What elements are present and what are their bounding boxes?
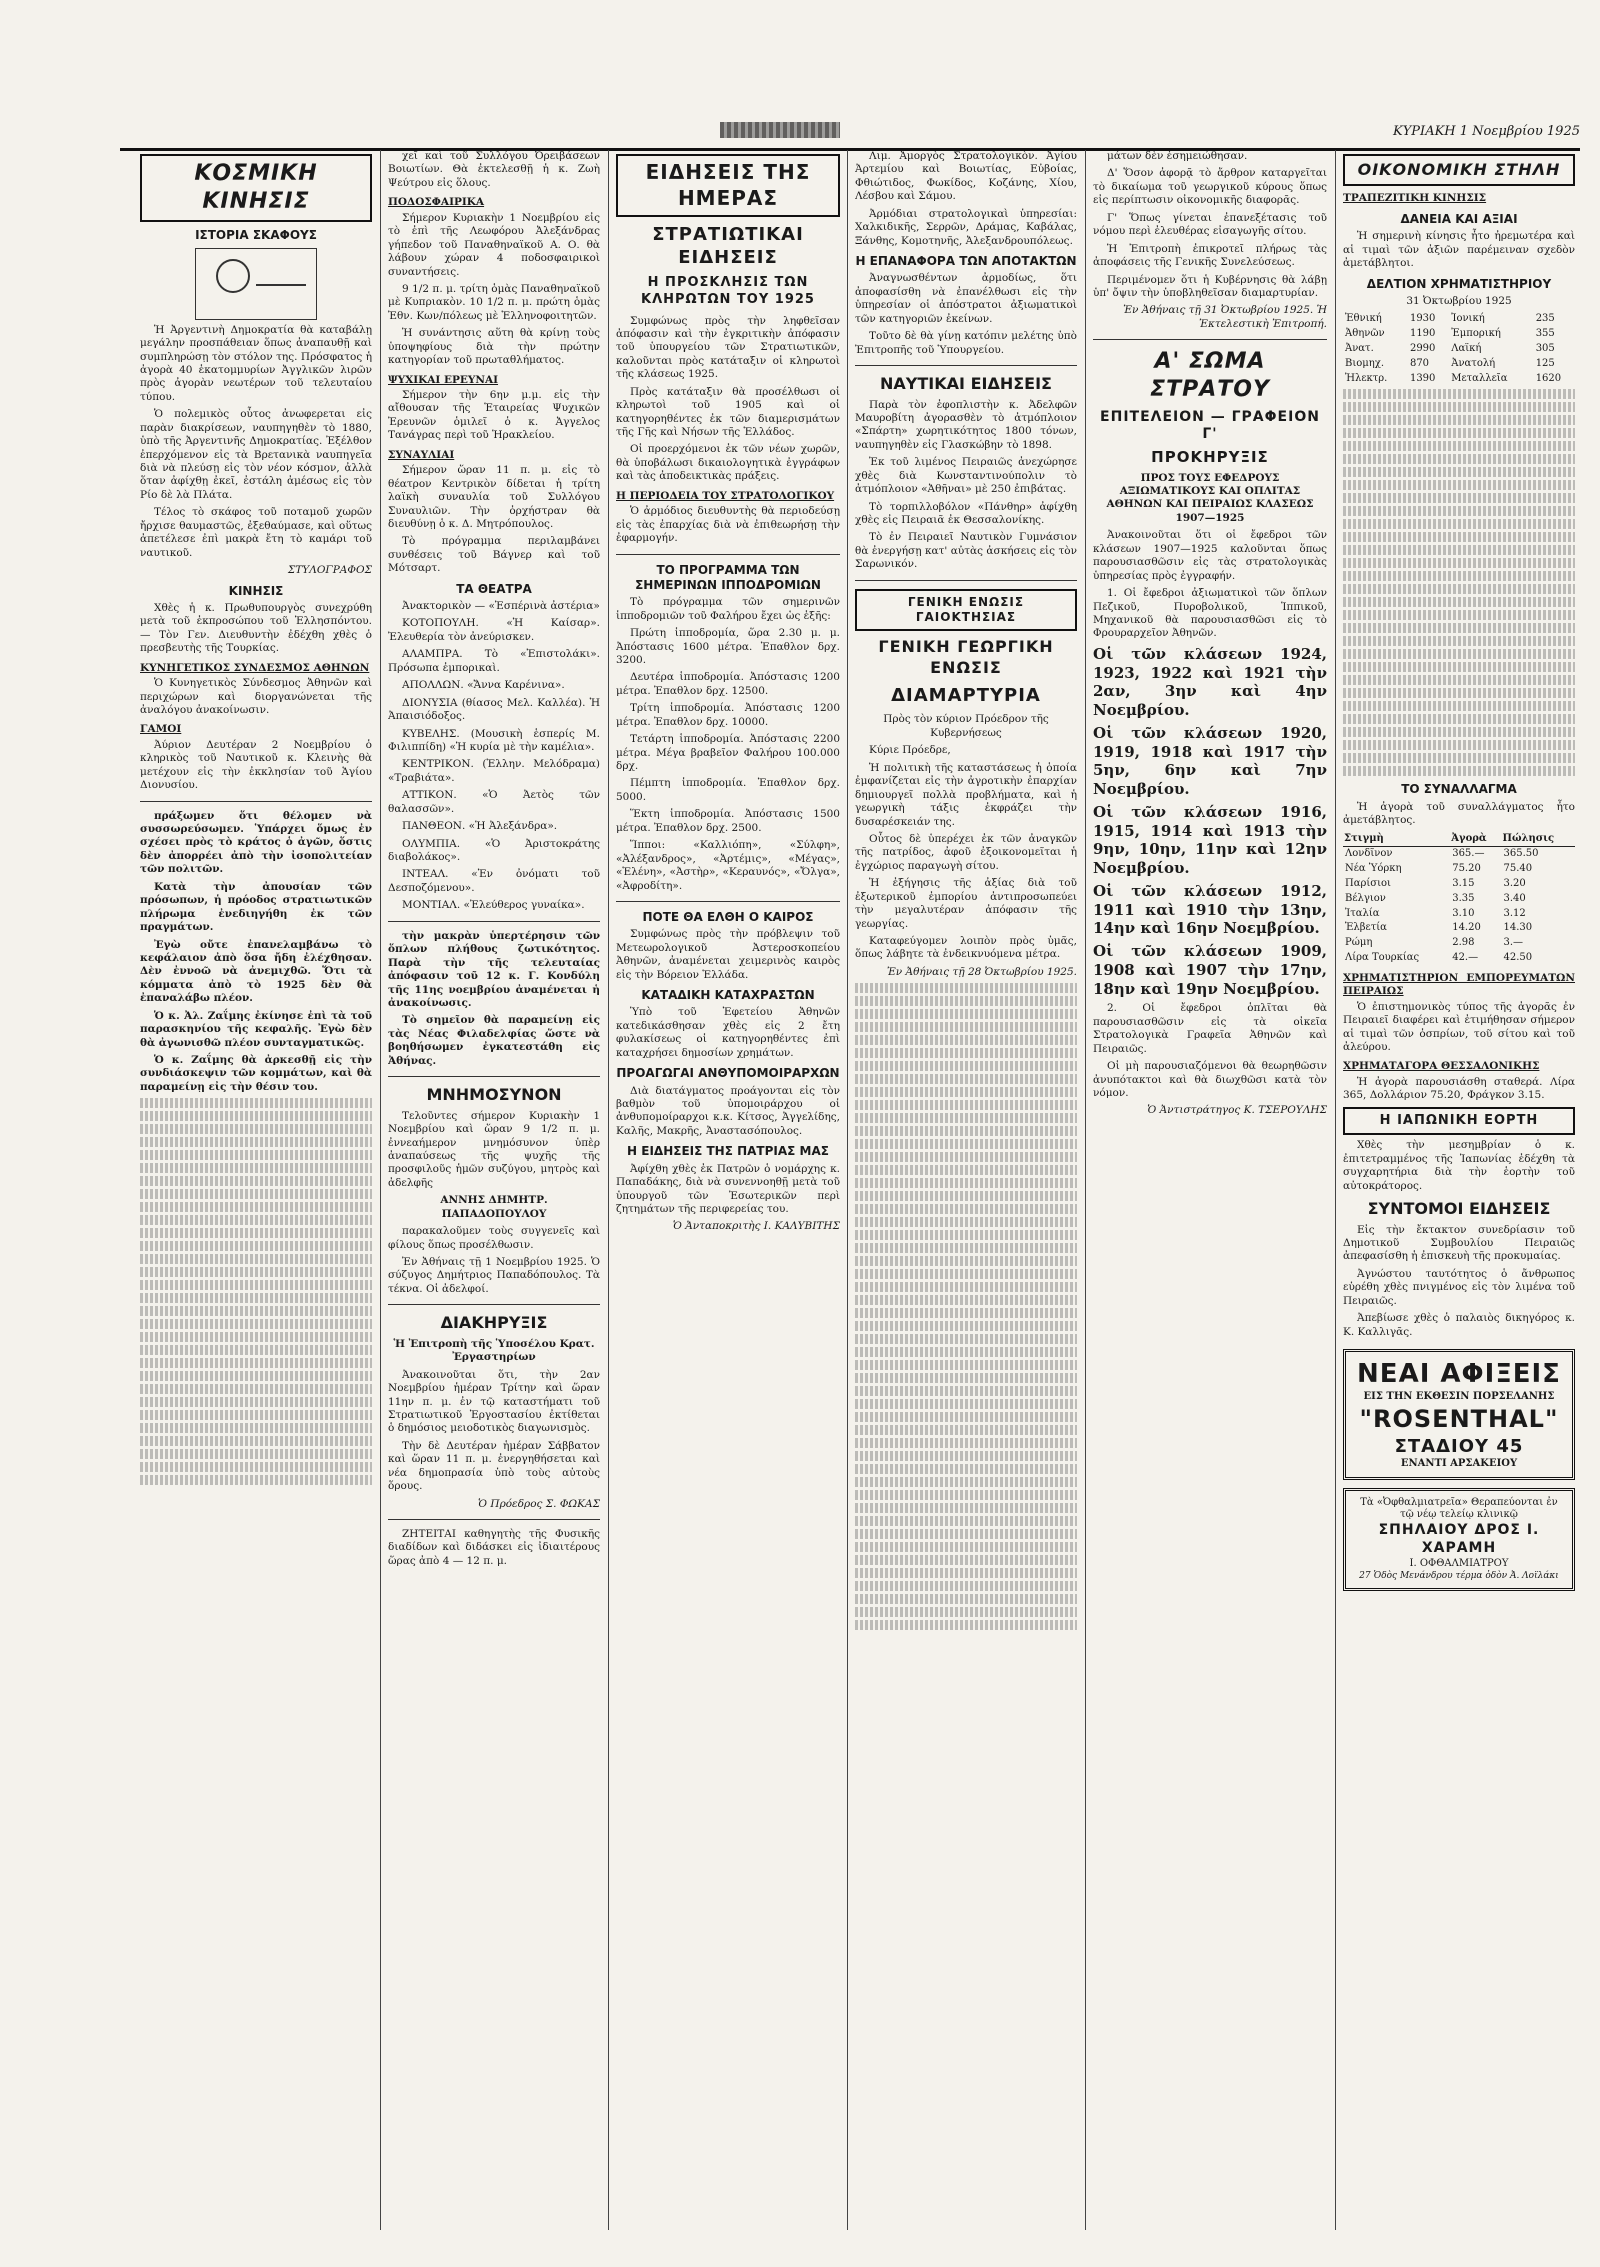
article-paragraph: Σήμερον ὥραν 11 π. μ. εἰς τὸ θέατρον Κεντρικὸν δίδεται ἡ τρίτη λαϊκὴ συναυλία τοῦ Συλλόγου Συναυλιῶν. Τὴν ὀρχήστραν θὰ διευθύνῃ ὁ κ. Δ. Μητρόπουλος. (388, 464, 600, 530)
table-cell: Ἐθνική (1345, 313, 1382, 325)
article-paragraph: Ἀπεβίωσε χθὲς ὁ παλαιὸς δικηγόρος κ. Κ. Καλλιγᾶς. (1343, 1312, 1575, 1338)
table-date: 31 Ὀκτωβρίου 1925 (1406, 294, 1512, 307)
table-cell: 3.40 (1503, 892, 1526, 904)
ad-line: ΣΠΗΛΑΙΟΥ ΔΡΟΣ Ι. ΧΑΡΑΜΗ (1378, 1522, 1540, 1557)
article-paragraph: Ὁ κ. Ἀλ. Ζαΐμης ἐκίνησε ἐπὶ τὰ τοῦ παρασκηνίου τῆς κεφαλῆς. Ἐγὼ δὲν θὰ ἀγωνισθῶ πλέον συνταγματικῶς. (140, 1009, 372, 1049)
article-paragraph: Πρὸς κατάταξιν θὰ προσέλθωσι οἱ κληρωτοὶ τοῦ 1905 καὶ οἱ κατηγορηθέντες ἐκ τῶν διαμερισμάτων τῆς Γῆς καὶ Νήσων τῆς Ἑλλάδος. (616, 385, 840, 438)
article-paragraph: Τὸ σημεῖον θὰ παραμείνῃ εἰς τὰς Νέας Φιλαδελφίας ὥστε νὰ βοηθήσωμεν ἐγκατεστάθη εἰς Ἀθήνας. (388, 1014, 600, 1067)
rosenthal-ad (1343, 1349, 1575, 1480)
table-cell: 2.98 (1452, 937, 1475, 949)
divider (388, 1304, 600, 1305)
article-paragraph: Ἐν Ἀθήναις τῇ 1 Νοεμβρίου 1925. Ὁ σύζυγος Δημήτριος Παπαδόπουλος. Τὰ τέκνα. Οἱ ἀδελφοί. (388, 1256, 600, 1295)
table-cell: Ἐμπορική (1451, 328, 1501, 340)
subheading: Ἡ Ἐπιτροπὴ τῆς Ὑποσέλου Κρατ. Ἐργαστηρίων (393, 1337, 595, 1364)
article-paragraph: χεῖ καὶ τοῦ Συλλόγου Ὀρειβάσεων Βοιωτίων. Θὰ ἐκτελεσθῇ ἡ κ. Ζωὴ Ψεύτρου εἰς ὅλους. (388, 150, 600, 189)
article-paragraph: 2. Οἱ ἔφεδροι ὁπλῖται θὰ παρουσιασθῶσιν εἰς τὰ οἰκεῖα Στρατολογικὰ Γραφεῖα Ἀθηνῶν καὶ Πειραιῶς. (1093, 1002, 1327, 1055)
table-cell: 1620 (1535, 372, 1562, 384)
headline: ΣΤΡΑΤΙΩΤΙΚΑΙ ΕΙΔΗΣΕΙΣ (652, 224, 804, 269)
illegible-text (140, 1098, 372, 1485)
column-rule (847, 150, 848, 2230)
headline: ΚΙΝΗΣΙΣ (228, 583, 284, 598)
exchange-table (1343, 312, 1575, 386)
ad-subtitle: ΕΙΣ ΤΗΝ ΕΚΘΕΣΙΝ ΠΟΡΣΕΛΑΝΗΣ (1363, 1391, 1555, 1403)
article-paragraph: πράξωμεν ὅτι θέλομεν νὰ συσσωρεύσωμεν. Ὑπάρχει ὅμως ἐν σχέσει πρὸς τὸ κράτος ὁ ἀγῶν, ὅστις δὲν ἀπορρέει ἀπὸ τὴν ἰσοπολιτείαν τῶν πολιτῶν. (140, 809, 372, 876)
article-paragraph: Ἀρμόδιαι στρατολογικαὶ ὑπηρεσίαι: Χαλκιδικῆς, Σερρῶν, Δράμας, Καβάλας, Ξάνθης, Κομοτηνῆς, Ἀλεξανδρουπόλεως. (855, 207, 1077, 247)
article-paragraph: 9 1/2 π. μ. τρίτη ὁμὰς Παναθηναϊκοῦ μὲ Κυπριακὸν. 10 1/2 π. μ. πρώτη ὁμὰς Ἐθν. Κων/πόλεως μὲ Ἑλληνοφοιτητῶν. (388, 282, 600, 322)
divider (855, 580, 1077, 581)
article-paragraph: τὴν μακρὰν ὑπερτέρησιν τῶν ὅπλων πλήθους ζωτικότητος. Παρὰ τὴν τῆς τελευταίας ἀπόφασιν τοῦ 12 κ. Γ. Κονδύλη τῆς 11ης νοεμβρίου ἀναμένεται ἡ ἀνακοίνωσις. (388, 929, 600, 1009)
headline: Α' ΣΩΜΑ ΣΤΡΑΤΟΥ (1150, 349, 1270, 403)
headline: Η ΕΙΔΗΣΕΙΣ ΤΗΣ ΠΑΤΡΙΑΣ ΜΑΣ (627, 1144, 829, 1159)
table-cell: 3.10 (1452, 907, 1475, 919)
divider (140, 801, 372, 802)
clinic-ad (1343, 1488, 1575, 1592)
table-cell: Βιομηχ. (1345, 357, 1385, 369)
class-schedule: Οἱ τῶν κλάσεων 1920, 1919, 1918 καὶ 1917 τὴν 5ην, 6ην καὶ 7ην Νοεμβρίου. (1093, 723, 1327, 799)
article-paragraph: Ἐκ τοῦ λιμένος Πειραιῶς ἀνεχώρησε χθὲς διὰ Κωνσταντινούπολιν τὸ ἀτμόπλοιον «Ἀθῆναι» μὲ 250 ἐπιβάτας. (855, 456, 1077, 496)
article-paragraph: Ἀγνώστου ταυτότητος ὁ ἄνθρωπος εὑρέθη χθὲς πνιγμένος εἰς τὸν λιμένα τοῦ Πειραιῶς. (1343, 1267, 1575, 1307)
table-row (1343, 847, 1575, 862)
table-row (1343, 877, 1575, 892)
column-rule (1085, 150, 1086, 2230)
table-row (1343, 936, 1575, 951)
article-paragraph: Ἐγὼ οὔτε ἐπανελαμβάνω τὸ κεφάλαιον ἀπὸ ὅσα ἤδη ἐλέχθησαν. Δὲν ἐννοῶ νὰ ἀνεμιχθῶ. Ὅτι τὰ κόμματα ἀπὸ τὸ 1925 δὲν θὰ ἐπαναλάβω πλέον. (140, 938, 372, 1005)
column-5 (1093, 150, 1327, 2230)
article-paragraph: Τὸ πρόγραμμα περιλαμβάνει συνθέσεις τοῦ Βάγνερ καὶ τοῦ Μότσαρτ. (388, 535, 600, 575)
article-paragraph: 1. Οἱ ἔφεδροι ἀξιωματικοὶ τῶν ὅπλων Πεζικοῦ, Πυροβολικοῦ, Ἱππικοῦ, Μηχανικοῦ θὰ παρουσιασθῶσι εἰς τὸ Φρουραρχεῖον Ἀθηνῶν. (1093, 587, 1327, 640)
headline: ΕΠΙΤΕΛΕΙΟΝ — ΓΡΑΦΕΙΟΝ Γ' (1100, 408, 1320, 443)
article-paragraph: Ἀφίχθη χθὲς ἐκ Πατρῶν ὁ νομάρχης κ. Παπαδάκης, διὰ νὰ συνεννοηθῇ μετὰ τοῦ ὑπουργοῦ τῶν Ἐσωτερικῶν περὶ ζητημάτων τῆς περιφερείας του. (616, 1162, 840, 1215)
column-header: Ἀγορὰ (1450, 832, 1501, 847)
byline: Ὁ Πρόεδρος Σ. ΦΩΚΑΣ (478, 1497, 600, 1510)
byline: Ἐν Ἀθήναις τῇ 31 Ὀκτωβρίου 1925. Ἡ Ἐκτελεστικὴ Ἐπιτροπή. (1123, 304, 1327, 330)
column-rule (380, 150, 381, 2230)
class-schedule: Οἱ τῶν κλάσεων 1916, 1915, 1914 καὶ 1913 τὴν 9ην, 10ην, 11ην καὶ 12ην Νοεμβρίου. (1093, 802, 1327, 878)
article-paragraph: Συμφώνως πρὸς τὴν πρόβλεψιν τοῦ Μετεωρολογικοῦ Ἀστεροσκοπείου Ἀθηνῶν, ἀναμένεται χειμερινὸς καιρὸς εἰς τὴν Βόρειον Ἑλλάδα. (616, 928, 840, 981)
article-paragraph: Συμφώνως πρὸς τὴν ληφθεῖσαν ἀπόφασιν καὶ τὴν ἐγκριτικὴν ἀπόφασιν τοῦ ὑπουργείου τῶν Στρατιωτικῶν, καλοῦνται πρὸς κατάταξιν οἱ κληρωτοὶ τῆς κλάσεως 1925. (616, 314, 840, 381)
classified-ad: ΖΗΤΕΙΤΑΙ καθηγητὴς τῆς Φυσικῆς διαδίδων καὶ διδάσκει εἰς ἰδιαιτέρους ὥρας ἀπὸ 4 — 12 π. μ. (388, 1528, 600, 1567)
article-paragraph: Τελοῦντες σήμερον Κυριακὴν 1 Νοεμβρίου καὶ ὥραν 9 1/2 π. μ. ἐννεαήμερον μνημόσυνον ὑπὲρ ἀναπαύσεως τῆς ψυχῆς τῆς προσφιλοῦς ἡμῶν συζύγου, μητρὸς καὶ ἀδελφῆς (388, 1109, 600, 1189)
table-cell: 14.20 (1452, 922, 1481, 934)
article-paragraph: Ἵπποι: «Καλλιόπη», «Σύλφη», «Ἀλέξανδρος», «Ἀρτέμις», «Μέγας», «Ἑλένη», «Ἀστὴρ», «Κεραυνός», «Ὄλγα», «Ἀφροδίτη». (616, 839, 840, 892)
article-paragraph: Ἡ ἀγορὰ παρουσιάσθη σταθερά. Λίρα 365, Δολλάριον 75.20, Φράγκον 3.15. (1343, 1075, 1575, 1102)
article-paragraph: Ὑπὸ τοῦ Ἐφετείου Ἀθηνῶν κατεδικάσθησαν χθὲς εἰς 2 ἔτη φυλακίσεως οἱ κατηγορηθέντες ἐπὶ καταχρήσει δημοσίων χρημάτων. (616, 1006, 840, 1059)
column-1 (140, 150, 372, 2230)
column-6 (1343, 150, 1575, 2230)
article-paragraph: Ἡ ἀγορὰ τοῦ συναλλάγματος ἦτο ἀμετάβλητος. (1343, 800, 1575, 827)
ad-brand: "ROSENTHAL" (1359, 1405, 1559, 1434)
headline: ΔΙΑΚΗΡΥΞΙΣ (440, 1313, 548, 1333)
headline: ΠΡΟΑΓΩΓΑΙ ΑΝΘΥΠΟΜΟΙΡΑΡΧΩΝ (616, 1066, 840, 1081)
column-4 (855, 150, 1077, 2230)
article-paragraph: Ὁ ἐπιστημονικὸς τύπος τῆς ἀγορᾶς ἐν Πειραιεῖ διαφέρει καὶ ἐτιμήθησαν σήμερον αἱ τιμαὶ τῶν ὀσπρίων, τοῦ σίτου καὶ τοῦ ἀλεύρου. (1343, 1000, 1575, 1053)
table-row (1343, 862, 1575, 877)
table-cell: 3.20 (1503, 877, 1526, 889)
article-paragraph: Ἀύριον Δευτέραν 2 Νοεμβρίου ὁ κληρικὸς τοῦ Ναυτικοῦ κ. Κλεινὴς θὰ μετέχουν εἰς τὴν ἐκκλησίαν τοῦ Ἁγίου Διονυσίου. (140, 738, 372, 792)
headline: ΔΑΝΕΙΑ ΚΑΙ ΑΞΙΑΙ (1400, 211, 1518, 226)
table-cell: 2990 (1409, 342, 1436, 354)
byline: Ἐν Ἀθήναις τῇ 28 Ὀκτωβρίου 1925. (886, 965, 1077, 978)
subheading: ΚΥΝΗΓΕΤΙΚΟΣ ΣΥΝΔΕΣΜΟΣ ΑΘΗΝΩΝ (140, 661, 370, 674)
divider (616, 554, 840, 555)
table-cell: 305 (1535, 342, 1555, 354)
divider (616, 901, 840, 902)
theatre-listing: ΠΑΝΘΕΟΝ. «Ἡ Ἀλεξάνδρα». (402, 820, 558, 833)
woman-illustration (195, 248, 317, 320)
table-cell: 1190 (1409, 328, 1436, 340)
ad-line: 27 Ὁδὸς Μενάνδρου τέρμα ὀδὸν Ἀ. Λοϊλάκι (1359, 1570, 1559, 1581)
subheading: ΧΡΗΜΑΤΑΓΟΡΑ ΘΕΣΣΑΛΟΝΙΚΗΣ (1343, 1060, 1540, 1073)
headline: Η ΕΠΑΝΑΦΟΡΑ ΤΩΝ ΑΠΟΤΑΚΤΩΝ (855, 254, 1077, 269)
divider (388, 1519, 600, 1520)
table-cell: 3.15 (1452, 877, 1475, 889)
table-row (1343, 907, 1575, 922)
article-paragraph: μάτων δὲν ἐσημειώθησαν. (1107, 150, 1248, 162)
article-paragraph: Παρὰ τὸν ἐφοπλιστὴν κ. Ἀδελφῶν Μαυροβίτη ἀγορασθὲν τὸ ἀτμόπλοιον «Σπάρτη» χωρητικότητος 1800 τόνων, ναυπηγηθὲν εἰς Γλασκώβην τὸ 1898. (855, 398, 1077, 451)
table-row (1343, 951, 1575, 966)
table-cell: 870 (1409, 357, 1430, 369)
theatre-listing: ΑΠΟΛΛΩΝ. «Ἄννα Καρένινα». (402, 679, 565, 692)
race-entry: Δευτέρα ἱπποδρομία. Ἀπόστασις 1200 μέτρα. Ἐπαθλον δρχ. 12500. (616, 671, 840, 697)
table-cell: 42.— (1452, 951, 1479, 963)
article-paragraph: Ὁ Κυνηγετικὸς Σύνδεσμος Ἀθηνῶν καὶ περιχώρων καὶ διοργανώνεται τῆς ἀναλόγου ἀνακοίνωσιν. (140, 677, 372, 716)
article-paragraph: Κατὰ τὴν ἀπουσίαν τῶν πρόσωπων, ἡ πρόοδος στρατιωτικῶν πλήρωμα ἐνεδιηγήθη ἐκ τῶν πραγμάτων. (140, 880, 372, 934)
article-paragraph: Τὸ ἐν Πειραιεῖ Ναυτικὸν Γυμνάσιον θὰ ἐνεργήσῃ κατ' αὐτὰς ἀσκήσεις εἰς τὸν Σαρωνικόν. (855, 531, 1077, 571)
article-paragraph: Διὰ διατάγματος προάγονται εἰς τὸν βαθμὸν τοῦ ὑπομοιράρχου οἱ ἀνθυπομοίραρχοι κ.κ. Κίτσος, Ἀγγελίδης, Καλῆς, Μακρῆς, Ἀναστασόπουλος. (616, 1084, 840, 1137)
table-cell: 3.12 (1503, 907, 1526, 919)
table-cell: 355 (1535, 328, 1555, 340)
headline: ΜΝΗΜΟΣΥΝΟΝ (426, 1085, 562, 1105)
article-paragraph: Οἱ προερχόμενοι ἐκ τῶν νέων χωρῶν, θὰ ὑποβάλωσι δικαιολογητικὰ ἐγγράφων καὶ τὰς ἀποδεικτικὰς πράξεις. (616, 443, 840, 483)
headline: ΤΟ ΣΥΝΑΛΛΑΓΜΑ (1401, 782, 1517, 797)
subheading: ΣΥΝΑΥΛΙΑΙ (388, 448, 455, 461)
table-cell: Ρώμη (1345, 937, 1373, 949)
theatre-listing: Ἀνακτορικὸν — «Ἐσπέρινὰ ἀστέρια» (402, 600, 600, 613)
table-cell: 75.40 (1503, 863, 1533, 875)
theatre-listing: ΔΙΟΝΥΣΙΑ (θίασος Μελ. Καλλέα). Ἡ Ἀπαισιόδοξος. (388, 696, 600, 723)
article-paragraph: Κύριε Πρόεδρε, (869, 744, 951, 757)
article-paragraph: Χθὲς ἡ κ. Πρωθυπουργὸς συνεχρύθη μετὰ τοῦ ἐκπροσώπου τοῦ Ἑλλησπόντου. — Τὸν Γεν. Διευθυντὴν ἐδέχθη χθὲς ὁ πρεσβευτὴς τῆς Τουρκίας. (140, 601, 372, 655)
table-cell: 3.— (1503, 937, 1524, 949)
article-paragraph: Ἡ σημερινὴ κίνησις ἦτο ἠρεμωτέρα καὶ αἱ τιμαὶ τῶν ἀξιῶν παρέμειναν σχεδὸν ἀμετάβλητοι. (1343, 230, 1575, 270)
headline: ΝΑΥΤΙΚΑΙ ΕΙΔΗΣΕΙΣ (880, 374, 1052, 394)
table-cell: Ἀνατ. (1345, 342, 1374, 354)
theatre-listing: ΑΛΑΜΠΡΑ. Τὸ «Ἐπιστολάκι». Πρόσωπα ἐμπορικαὶ. (388, 648, 600, 674)
table-cell: Λαϊκή (1451, 342, 1482, 354)
headline: ΤΑ ΘΕΑΤΡΑ (456, 581, 532, 596)
article-paragraph: παρακαλοῦμεν τοὺς συγγενεῖς καὶ φίλους ὅπως προσέλθωσιν. (388, 1225, 600, 1251)
ad-line: Τὰ «Ὀφθαλμιατρεῖα» Θεραπεύονται ἐν τῷ νέῳ τελείῳ κλινικῷ (1360, 1496, 1558, 1521)
article-paragraph: Ἡ συνάντησις αὕτη θὰ κρίνῃ τοὺς ὑποψηφίους διὰ τὴν πρώτην κατηγορίαν τοῦ πρωταθλήματος. (388, 327, 600, 367)
table-cell: Ἀθηνῶν (1345, 328, 1385, 340)
subheading: ΤΡΑΠΕΖΙΤΙΚΗ ΚΙΝΗΣΙΣ (1343, 192, 1487, 205)
headline: ΓΕΝΙΚΗ ΓΕΩΡΓΙΚΗ ΕΝΩΣΙΣ (878, 637, 1054, 677)
article-paragraph: Ἡ πολιτικὴ τῆς καταστάσεως ἡ ὁποία ἐμφανίζεται εἰς τὴν ἀγροτικὴν ἐπαρχίαν δημιουργεῖ πολλὰ προβλήματα, καὶ ἡ γεωργικὴ τάξις ἐκφράζει τὴν δυσαρέσκειάν της. (855, 761, 1077, 828)
table-cell: Βέλγιον (1345, 892, 1386, 904)
article-paragraph: Ἀναγνωσθέντων ἀρμοδίως, ὅτι ἀποφασίσθη νὰ ἐπανέλθωσι εἰς τὴν ὑπηρεσίαν οἱ ἀπόστρατοι ἀξιωματικοὶ τῶν κατηγοριῶν ἐκείνων. (855, 272, 1077, 325)
table-cell: 365.50 (1503, 848, 1539, 860)
article-paragraph: Τὴν δὲ Δευτέραν ἡμέραν Σάββατον καὶ ὥραν 11 π. μ. ἐνεργηθήσεται καὶ νέα δημοπρασία ὑπὸ τοὺς αὐτοὺς ὅρους. (388, 1439, 600, 1493)
article-paragraph: Πρὸς τὸν κύριον Πρόεδρον τῆς Κυβερνήσεως (883, 713, 1049, 739)
race-entry: Ἕκτη ἱπποδρομία. Ἀπόστασις 1500 μέτρα. Ἐπαθλον δρχ. 2500. (616, 808, 840, 834)
table-row (1343, 372, 1575, 387)
column-rule (1335, 150, 1336, 2230)
fx-table (1343, 832, 1575, 966)
theatre-listing: ΜΟΝΤΙΑΛ. «Ἐλεύθερος γυναίκα». (402, 899, 585, 912)
theatre-listing: ΚΕΝΤΡΙΚΟΝ. (Ἑλλην. Μελόδραμα) «Τραβιάτα». (388, 758, 600, 784)
table-row (1343, 327, 1575, 342)
section-banner: ΚΟΣΜΙΚΗ ΚΙΝΗΣΙΣ (140, 154, 372, 222)
ad-address: ΣΤΑΔΙΟΥ 45 (1394, 1435, 1524, 1457)
column-header: Στιγμὴ (1343, 832, 1450, 847)
headline: Η ΠΡΟΣΚΛΗΣΙΣ ΤΩΝ ΚΛΗΡΩΤΩΝ ΤΟΥ 1925 (641, 275, 815, 307)
subheading: ΓΑΜΟΙ (140, 723, 182, 736)
table-cell: Παρίσιοι (1345, 877, 1391, 889)
table-cell: Λίρα Τουρκίας (1345, 951, 1420, 963)
article-paragraph: Ἡ ἐξήγησις τῆς ἀξίας διὰ τοῦ ἐξωτερικοῦ ἐμπορίου ἀντιπροσωπεύει τὴν μεγαλυτέραν ἀπόφασιν τῆς γεωργίας. (855, 877, 1077, 930)
article-paragraph: Χθὲς τὴν μεσημβρίαν ὁ κ. ἐπιτετραμμένος τῆς Ἰαπωνίας ἐδέχθη τὰ συγχαρητήρια διὰ τὴν ἑορτὴν τοῦ αὐτοκράτορος. (1343, 1139, 1575, 1192)
article-paragraph: Σήμερον τὴν 6ην μ.μ. εἰς τὴν αἴθουσαν τῆς Ἑταιρείας Ψυχικῶν Ἐρευνῶν ὁμιλεῖ ὁ κ. Ἀγγελος Τανάγρας περὶ τοῦ Ἡρακλείου. (388, 389, 600, 442)
section-banner: ΓΕΝΙΚΗ ΕΝΩΣΙΣ ΓΑΙΟΚΤΗΣΙΑΣ (855, 589, 1077, 632)
ad-line: Ι. ΟΦΘΑΛΜΙΑΤΡΟΥ (1409, 1558, 1509, 1570)
race-entry: Τρίτη ἱπποδρομία. Ἀπόστασις 1200 μέτρα. Ἐπαθλον δρχ. 10000. (616, 702, 840, 728)
article-paragraph: Τὸ τορπιλλοβόλον «Πάνθηρ» ἀφίχθη χθὲς εἰς Πειραιᾶ ἐκ Θεσσαλονίκης. (855, 500, 1077, 527)
race-entry: Πέμπτη ἱπποδρομία. Ἐπαθλον δρχ. 5000. (616, 777, 840, 803)
article-paragraph: Γ' Ὅπως γίνεται ἐπανεξέτασις τοῦ νόμου περὶ ἐλευθέρας εἰσαγωγῆς σίτου. (1093, 211, 1327, 238)
divider (855, 365, 1077, 366)
class-schedule: Οἱ τῶν κλάσεων 1912, 1911 καὶ 1910 τὴν 13ην, 14ην καὶ 16ην Νοεμβρίου. (1093, 881, 1327, 938)
divider (388, 921, 600, 922)
headline: ΠΡΟΚΗΡΥΞΙΣ (1151, 448, 1269, 467)
table-cell: 235 (1535, 313, 1555, 325)
subheading: Η ΠΕΡΙΟΔΕΙΑ ΤΟΥ ΣΤΡΑΤΟΛΟΓΙΚΟΥ (616, 489, 835, 502)
class-schedule: Οἱ τῶν κλάσεων 1909, 1908 καὶ 1907 τὴν 17ην, 18ην καὶ 19ην Νοεμβρίου. (1093, 942, 1327, 998)
ad-location: ΕΝΑΝΤΙ ΑΡΣΑΚΕΙΟΥ (1400, 1457, 1518, 1469)
race-entry: Πρώτη ἱπποδρομία, ὥρα 2.30 μ. μ. Ἀπόστασις 1600 μέτρα. Ἐπαθλον δρχ. 3200. (616, 627, 840, 666)
subheading: ΧΡΗΜΑΤΙΣΤΗΡΙΟΝ ΕΜΠΟΡΕΥΜΑΤΩΝ ΠΕΙΡΑΙΩΣ (1343, 971, 1575, 998)
article-paragraph: Ἡ Ἀργεντινὴ Δημοκρατία θὰ καταβάλῃ μεγάλην προσπάθειαν ὅπως ἀναπαυθῇ καὶ συμπληρώσῃ τὸν στόλον της. Πρόσφατος ἡ ἀγορὰ 40 ἑκατομμυρίων Ἀγγλικῶν λιρῶν πρὸς ἀγορὰν νεωτέρων τοῦ τελευταίου τύπου. (140, 323, 372, 403)
table-cell: 42.50 (1503, 951, 1533, 963)
column-rule (608, 150, 609, 2230)
column-header: Πώλησις (1502, 832, 1576, 847)
theatre-listing: ΚΥΒΕΛΗΣ. (Μουσικὴ ἑσπερίς Μ. Φιλιππίδη) «Ἡ κυρία μὲ τὴν καμέλια». (388, 727, 600, 753)
article-paragraph: Ὁ πολεμικὸς οὗτος ἀνωφερεται εἰς παρὰν διακρίσεων, ναυπηγηθὲν τὸ 1880, ὑπὸ τῆς Ἀργεντινῆς Δημοκρατίας. Ἐξέλθον ἐπερχόμενον εἰς τὰ Βρετανικὰ ναυπηγεῖα διὰ νὰ πλεύσῃ εἰς τὸν νέον κόσμον, ἀλλὰ ὅταν ἀφίχθῃ ἐκεῖ, ἐστάλη ἀμέσως εἰς τὸν Ρίο δὲ λὰ Πλάτα. (140, 408, 372, 501)
table-cell: Λονδῖνον (1345, 848, 1393, 860)
article-paragraph: Δ' Ὅσον ἀφορᾷ τὸ ἄρθρον καταργεῖται τὸ δικαίωμα τοῦ γεωργικοῦ κύρους ὅπως εἰς περίπτωσιν οἰκονομικῆς διαφορᾶς. (1093, 167, 1327, 207)
headline: ΙΣΤΟΡΙΑ ΣΚΑΦΟΥΣ (195, 228, 317, 243)
theatre-listing: ΙΝΤΕΑΛ. «Ἐν ὀνόματι τοῦ Δεσποζόμενου». (388, 868, 600, 894)
deceased-name: ΑΝΝΗΣ ΔΗΜΗΤΡ. ΠΑΠΑΔΟΠΟΥΛΟΥ (440, 1194, 548, 1220)
table-header-row (1343, 832, 1575, 847)
section-banner: ΕΙΔΗΣΕΙΣ ΤΗΣ ΗΜΕΡΑΣ (616, 154, 840, 217)
byline: ΣΤΥΛΟΓΡΑΦΟΣ (287, 564, 372, 577)
masthead-smudge (720, 122, 840, 138)
theatre-listing: ΚΟΤΟΠΟΥΛΗ. «Ἡ Καίσαρ». Ἐλευθερία τὸν ἀνεύρισκεν. (388, 617, 600, 643)
article-paragraph: Ἡ Ἐπιτροπὴ ἐπικροτεῖ πλήρως τὰς ἀποφάσεις τῆς Γενικῆς Συνελεύσεως. (1093, 242, 1327, 269)
article-paragraph: Οἱ μὴ παρουσιαζόμενοι θὰ θεωρηθῶσιν ἀνυπότακτοι καὶ θὰ διωχθῶσι κατὰ τὸν νόμον. (1093, 1060, 1327, 1099)
article-paragraph: Εἰς τὴν ἔκτακτον συνεδρίασιν τοῦ Δημοτικοῦ Συμβουλίου Πειραιῶς ἀπεφασίσθη ἡ ἐπισκευὴ τῆς προκυμαίας. (1343, 1223, 1575, 1263)
headline: Η ΙΑΠΩΝΙΚΗ ΕΟΡΤΗ (1343, 1107, 1575, 1136)
table-cell: 1390 (1409, 372, 1436, 384)
subheading: ΠΡΟΣ ΤΟΥΣ ΕΦΕΔΡΟΥΣ ΑΞΙΩΜΑΤΙΚΟΥΣ ΚΑΙ ΟΠΛΙΤΑΣ ΑΘΗΝΩΝ ΚΑΙ ΠΕΙΡΑΙΩΣ ΚΛΑΣΕΩΣ 1907—1925 (1106, 471, 1314, 524)
table-cell: Ἀνατολή (1451, 357, 1496, 369)
headline: ΤΟ ΠΡΟΓΡΑΜΜΑ ΤΩΝ ΣΗΜΕΡΙΝΩΝ ΙΠΠΟΔΡΟΜΙΩΝ (635, 562, 821, 592)
section-banner: ΟΙΚΟΝΟΜΙΚΗ ΣΤΗΛΗ (1343, 154, 1575, 186)
table-cell: Ἰταλία (1345, 907, 1380, 919)
divider (388, 1076, 600, 1077)
masthead (120, 118, 1580, 151)
class-schedule: Οἱ τῶν κλάσεων 1924, 1923, 1922 καὶ 1921 τὴν 2αν, 3ην καὶ 4ην Νοεμβρίου. (1093, 644, 1327, 720)
article-paragraph: Τοῦτο δὲ θὰ γίνῃ κατόπιν μελέτης ὑπὸ Ἐπιτροπῆς τοῦ Ὑπουργείου. (855, 330, 1077, 356)
article-paragraph: Ὁ ἀρμόδιος διευθυντὴς θὰ περιοδεύσῃ εἰς τὰς ἐπαρχίας διὰ νὰ ἐπιθεωρήσῃ τὴν ἐφαρμογήν. (616, 505, 840, 545)
article-paragraph: Οὗτος δὲ ὑπερέχει ἐκ τῶν ἀναγκῶν τῆς πατρίδος, ἀφοῦ ἐξοικονομεῖται ἡ ἐγχώριος παραγωγὴ σίτου. (855, 832, 1077, 872)
table-row (1343, 921, 1575, 936)
table-row (1343, 357, 1575, 372)
divider (1093, 339, 1327, 340)
article-paragraph: Σήμερον Κυριακὴν 1 Νοεμβρίου εἰς τὸ ἐπὶ τῆς Λεωφόρου Ἀλεξάνδρας γήπεδον τοῦ Παναθηναϊκοῦ Α. Ο. θὰ λάβουν χώραν 4 ποδοσφαιρικοὶ συναντήσεις. (388, 211, 600, 278)
headline: ΔΙΑΜΑΡΤΥΡΙΑ (891, 685, 1041, 707)
table-row (1343, 312, 1575, 327)
issue-date: ΚΥΡΙΑΚΗ 1 Νοεμβρίου 1925 (1393, 124, 1580, 139)
article-paragraph: Ἀνακοινοῦται ὅτι, τὴν 2αν Νοεμβρίου ἡμέραν Τρίτην καὶ ὥραν 11ην π. μ. ἐν τῷ καταστήματι τοῦ Στρατιωτικοῦ Ἐργοστασίου ἐκτίθεται ὁ δημόσιος μειοδοτικὸς διαγωνισμὸς. (388, 1368, 600, 1435)
illegible-text (855, 983, 1077, 1630)
table-cell: 1930 (1409, 313, 1436, 325)
headline: ΠΟΤΕ ΘΑ ΕΛΘΗ Ο ΚΑΙΡΟΣ (642, 909, 814, 924)
table-cell: Ἑλβετία (1345, 922, 1387, 934)
article-paragraph: Καταφεύγομεν λοιπὸν πρὸς ὑμᾶς, ὅπως λάβητε τὰ ἐνδεικνυόμενα μέτρα. (855, 935, 1077, 961)
theatre-listing: ΟΛΥΜΠΙΑ. «Ὁ Ἀριστοκράτης διαβολάκος». (388, 837, 600, 864)
table-cell: 3.35 (1452, 892, 1475, 904)
illegible-text (1343, 389, 1575, 776)
subheading: ΨΥΧΙΚΑΙ ΕΡΕΥΝΑΙ (388, 373, 499, 386)
table-cell: 365.— (1452, 848, 1485, 860)
column-2 (388, 150, 600, 2230)
headline: ΚΑΤΑΔΙΚΗ ΚΑΤΑΧΡΑΣΤΩΝ (641, 988, 815, 1003)
race-entry: Τετάρτη ἱπποδρομία. Ἀπόστασις 2200 μέτρα. Μέγα βραβεῖον Φαλήρου 100.000 δρχ. (616, 733, 840, 773)
table-cell: Ἠλεκτρ. (1345, 372, 1388, 384)
byline: Ὁ Ἀνταποκριτὴς Ι. ΚΑΛΥΒΙΤΗΣ (672, 1220, 840, 1233)
table-cell: Νέα Ὑόρκη (1345, 863, 1402, 875)
article-paragraph: Ὁ κ. Ζαΐμης θὰ ἀρκεσθῇ εἰς τὴν συνδιάσκεψιν τῶν κομμάτων, καὶ θὰ παραμείνῃ εἰς τὴν θέσιν του. (140, 1054, 372, 1093)
table-cell: 75.20 (1452, 863, 1481, 875)
article-paragraph: Τέλος τὸ σκάφος τοῦ ποταμοῦ χωρῶν ἤρχισε θαυμαστῶς, ἐξεθαύμασε, καὶ οὕτως ἀπετέλεσε ἐπὶ μακρὰ ἔτη τὸ καμάρι τοῦ ναυτικοῦ. (140, 506, 372, 559)
table-cell: 14.30 (1503, 922, 1533, 934)
article-paragraph: Λιμ. Ἀμοργὸς Στρατολογικὸν. Ἀγίου Ἀρτεμίου καὶ Βοιωτίας, Εὐβοίας, Φθιώτιδος, Φωκίδος, Κοζάνης, Χίου, Λέσβου καὶ Σάμου. (855, 150, 1077, 203)
ad-title: ΝΕΑΙ ΑΦΙΞΕΙΣ (1357, 1359, 1561, 1390)
headline: ΔΕΛΤΙΟΝ ΧΡΗΜΑΤΙΣΤΗΡΙΟΥ (1366, 276, 1552, 291)
article-paragraph: Ἀνακοινοῦται ὅτι οἱ ἔφεδροι τῶν κλάσεων 1907—1925 καλοῦνται ὅπως παρουσιασθῶσιν εἰς τὰς στρατολογικὰς ὑπηρεσίας πρὸς ἐγγραφήν. (1093, 529, 1327, 582)
article-paragraph: Τὸ πρόγραμμα τῶν σημερινῶν ἱπποδρομιῶν τοῦ Φαλήρου ἔχει ὡς ἑξῆς: (616, 596, 840, 622)
table-cell: Ἰονική (1451, 313, 1485, 325)
column-3 (616, 150, 840, 2230)
article-paragraph: Περιμένομεν ὅτι ἡ Κυβέρνησις θὰ λάβῃ ὑπ' ὄψιν τὴν ὑποβληθεῖσαν διαμαρτυρίαν. (1093, 273, 1327, 299)
table-row (1343, 892, 1575, 907)
theatre-listing: ΑΤΤΙΚΟΝ. «Ὁ Ἀετὸς τῶν θαλασσῶν». (388, 789, 600, 815)
table-cell: Μεταλλεῖα (1451, 372, 1508, 384)
table-cell: 125 (1535, 357, 1555, 369)
headline: ΣΥΝΤΟΜΟΙ ΕΙΔΗΣΕΙΣ (1367, 1199, 1551, 1219)
byline: Ὁ Ἀντιστράτηγος Κ. ΤΣΕΡΟΥΛΗΣ (1147, 1104, 1327, 1117)
table-row (1343, 342, 1575, 357)
subheading: ΠΟΔΟΣΦΑΙΡΙΚΑ (388, 196, 485, 209)
